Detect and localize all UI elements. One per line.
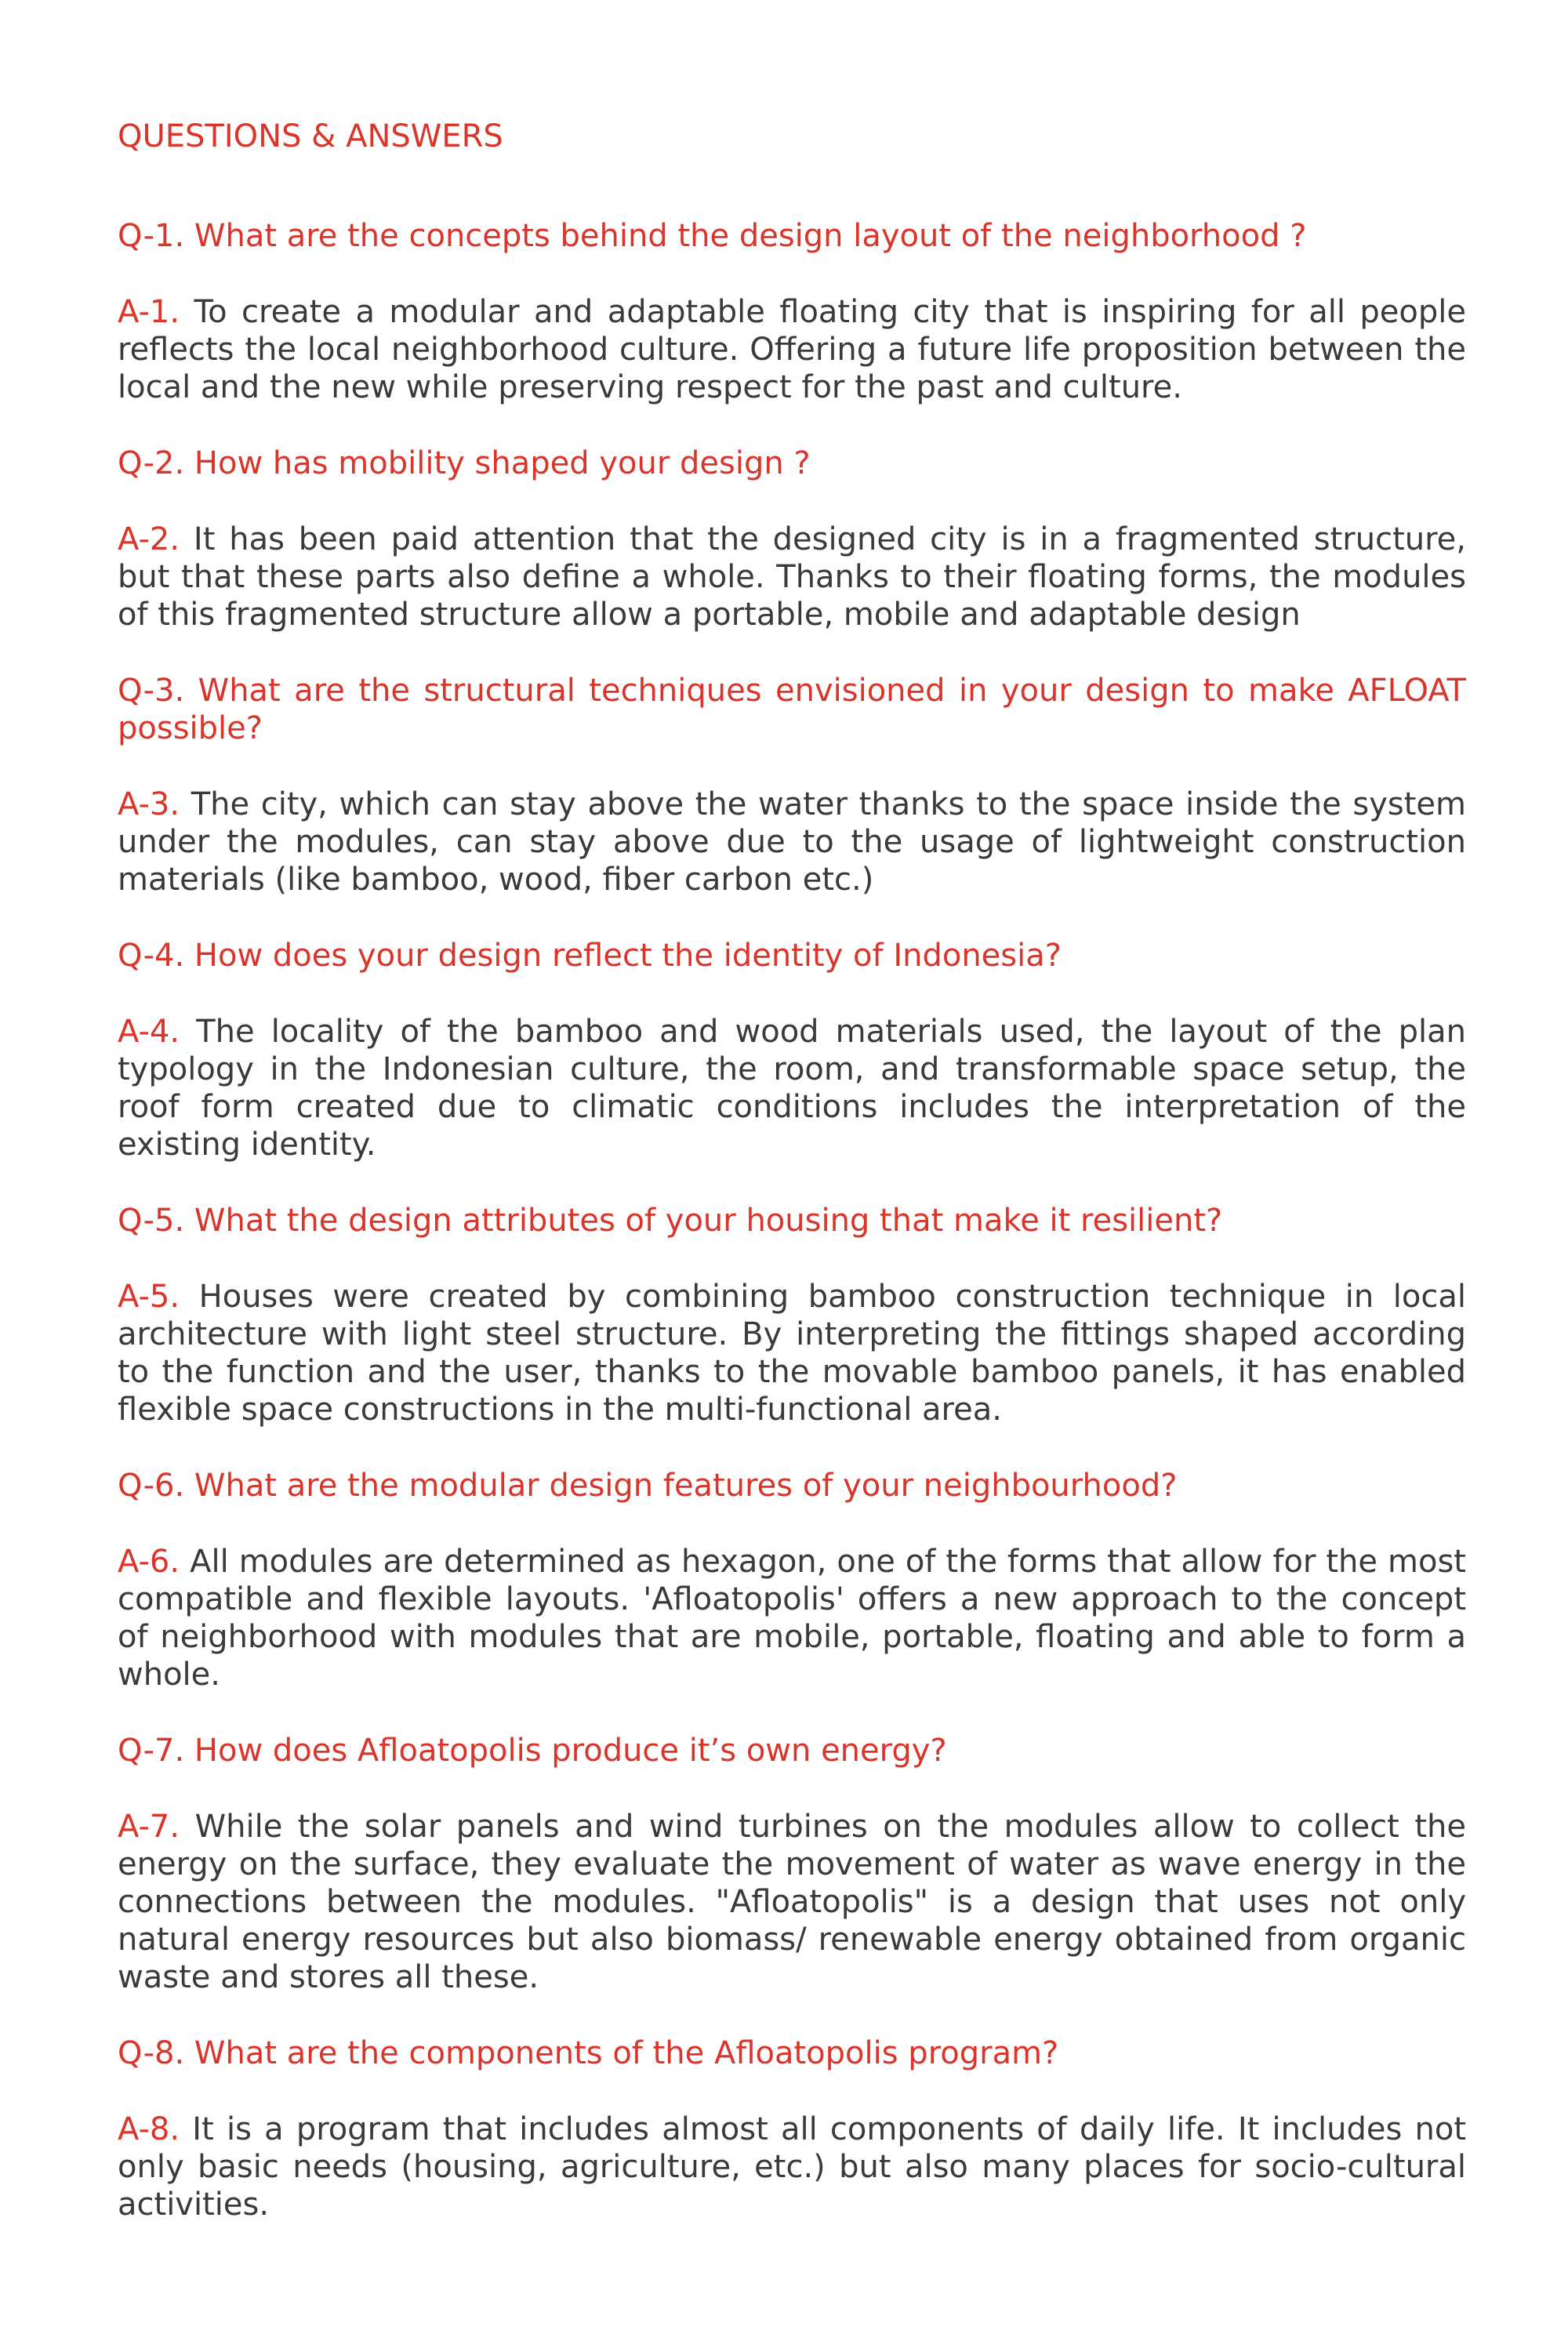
answer-label-6: A-6. [118,1544,180,1580]
answer-2 [118,521,1466,633]
answer-text-5: Houses were created by combining bamboo construction technique in local architecture with light steel structure. By interpreting the fittings shaped according to the function and the user, thanks to the movable bamboo panels, it has enabled flexible space constructions in the multi-functional area. [118,1279,1466,1428]
qa-item-7 [118,1732,1466,1996]
qa-item-4 [118,937,1466,1163]
answer-label-2: A-2. [118,521,180,557]
answer-8 [118,2111,1466,2223]
qa-item-1 [118,217,1466,406]
question-8: Q-8. What are the components of the Afloatopolis program? [118,2035,1059,2071]
qa-item-6 [118,1467,1466,1693]
answer-4 [118,1013,1466,1163]
answer-5 [118,1278,1466,1428]
answer-text-4: The locality of the bamboo and wood materials used, the layout of the plan typology in the Indonesian culture, the room, and transformable space setup, the roof form created due to climatic conditions includes the interpretation of the existing identity. [118,1014,1466,1163]
answer-text-7: While the solar panels and wind turbines on the modules allow to collect the energy on the surface, they evaluate the movement of water as wave energy in the connections between the modules. "Afloatopolis" is a design that uses not only natural energy resources but also biomass/ renewable energy obtained from organic waste and stores all these. [118,1809,1466,1995]
answer-1 [118,293,1466,406]
qa-item-5 [118,1202,1466,1428]
page-heading: QUESTIONS & ANSWERS [118,118,503,154]
answer-text-2: It has been paid attention that the designed city is in a fragmented structure, but that these parts also define a whole. Thanks to their floating forms, the modules of this fragmented structure allow a portable, mobile and adaptable design [118,521,1466,633]
answer-label-1: A-1. [118,294,180,330]
document-page [118,118,1466,2262]
question-3: Q-3. What are the structural techniques envisioned in your design to make AFLOAT possible? [118,673,1466,746]
qa-item-3 [118,672,1466,898]
qa-item-8 [118,2034,1466,2223]
qa-item-2 [118,445,1466,633]
answer-label-7: A-7. [118,1809,180,1845]
question-2: Q-2. How has mobility shaped your design ? [118,445,811,481]
answer-label-3: A-3. [118,786,180,822]
answer-text-1: To create a modular and adaptable floating city that is inspiring for all people reflects the local neighborhood culture. Offering a future life proposition between the local and the new while preserving respect for the past and culture. [118,294,1466,405]
answer-7 [118,1808,1466,1996]
answer-label-8: A-8. [118,2111,180,2147]
answer-3 [118,786,1466,898]
question-5: Q-5. What the design attributes of your housing that make it resilient? [118,1203,1223,1239]
answer-label-4: A-4. [118,1014,180,1050]
answer-text-8: It is a program that includes almost all components of daily life. It includes not only basic needs (housing, agriculture, etc.) but also many places for socio-cultural activities. [118,2111,1466,2223]
answer-text-6: All modules are determined as hexagon, one of the forms that allow for the most compatible and flexible layouts. 'Afloatopolis' offers a new approach to the concept of neighborhood with modules that are mobile, portable, floating and able to form a whole. [118,1544,1466,1693]
answer-6 [118,1543,1466,1693]
question-4: Q-4. How does your design reflect the identity of Indonesia? [118,938,1062,974]
answer-label-5: A-5. [118,1279,180,1315]
question-7: Q-7. How does Afloatopolis produce it’s own energy? [118,1733,947,1769]
question-1: Q-1. What are the concepts behind the design layout of the neighborhood ? [118,218,1307,254]
question-6: Q-6. What are the modular design features of your neighbourhood? [118,1468,1178,1504]
answer-text-3: The city, which can stay above the water thanks to the space inside the system under the modules, can stay above due to the usage of lightweight construction materials (like bamboo, wood, fiber carbon etc.) [118,786,1466,898]
